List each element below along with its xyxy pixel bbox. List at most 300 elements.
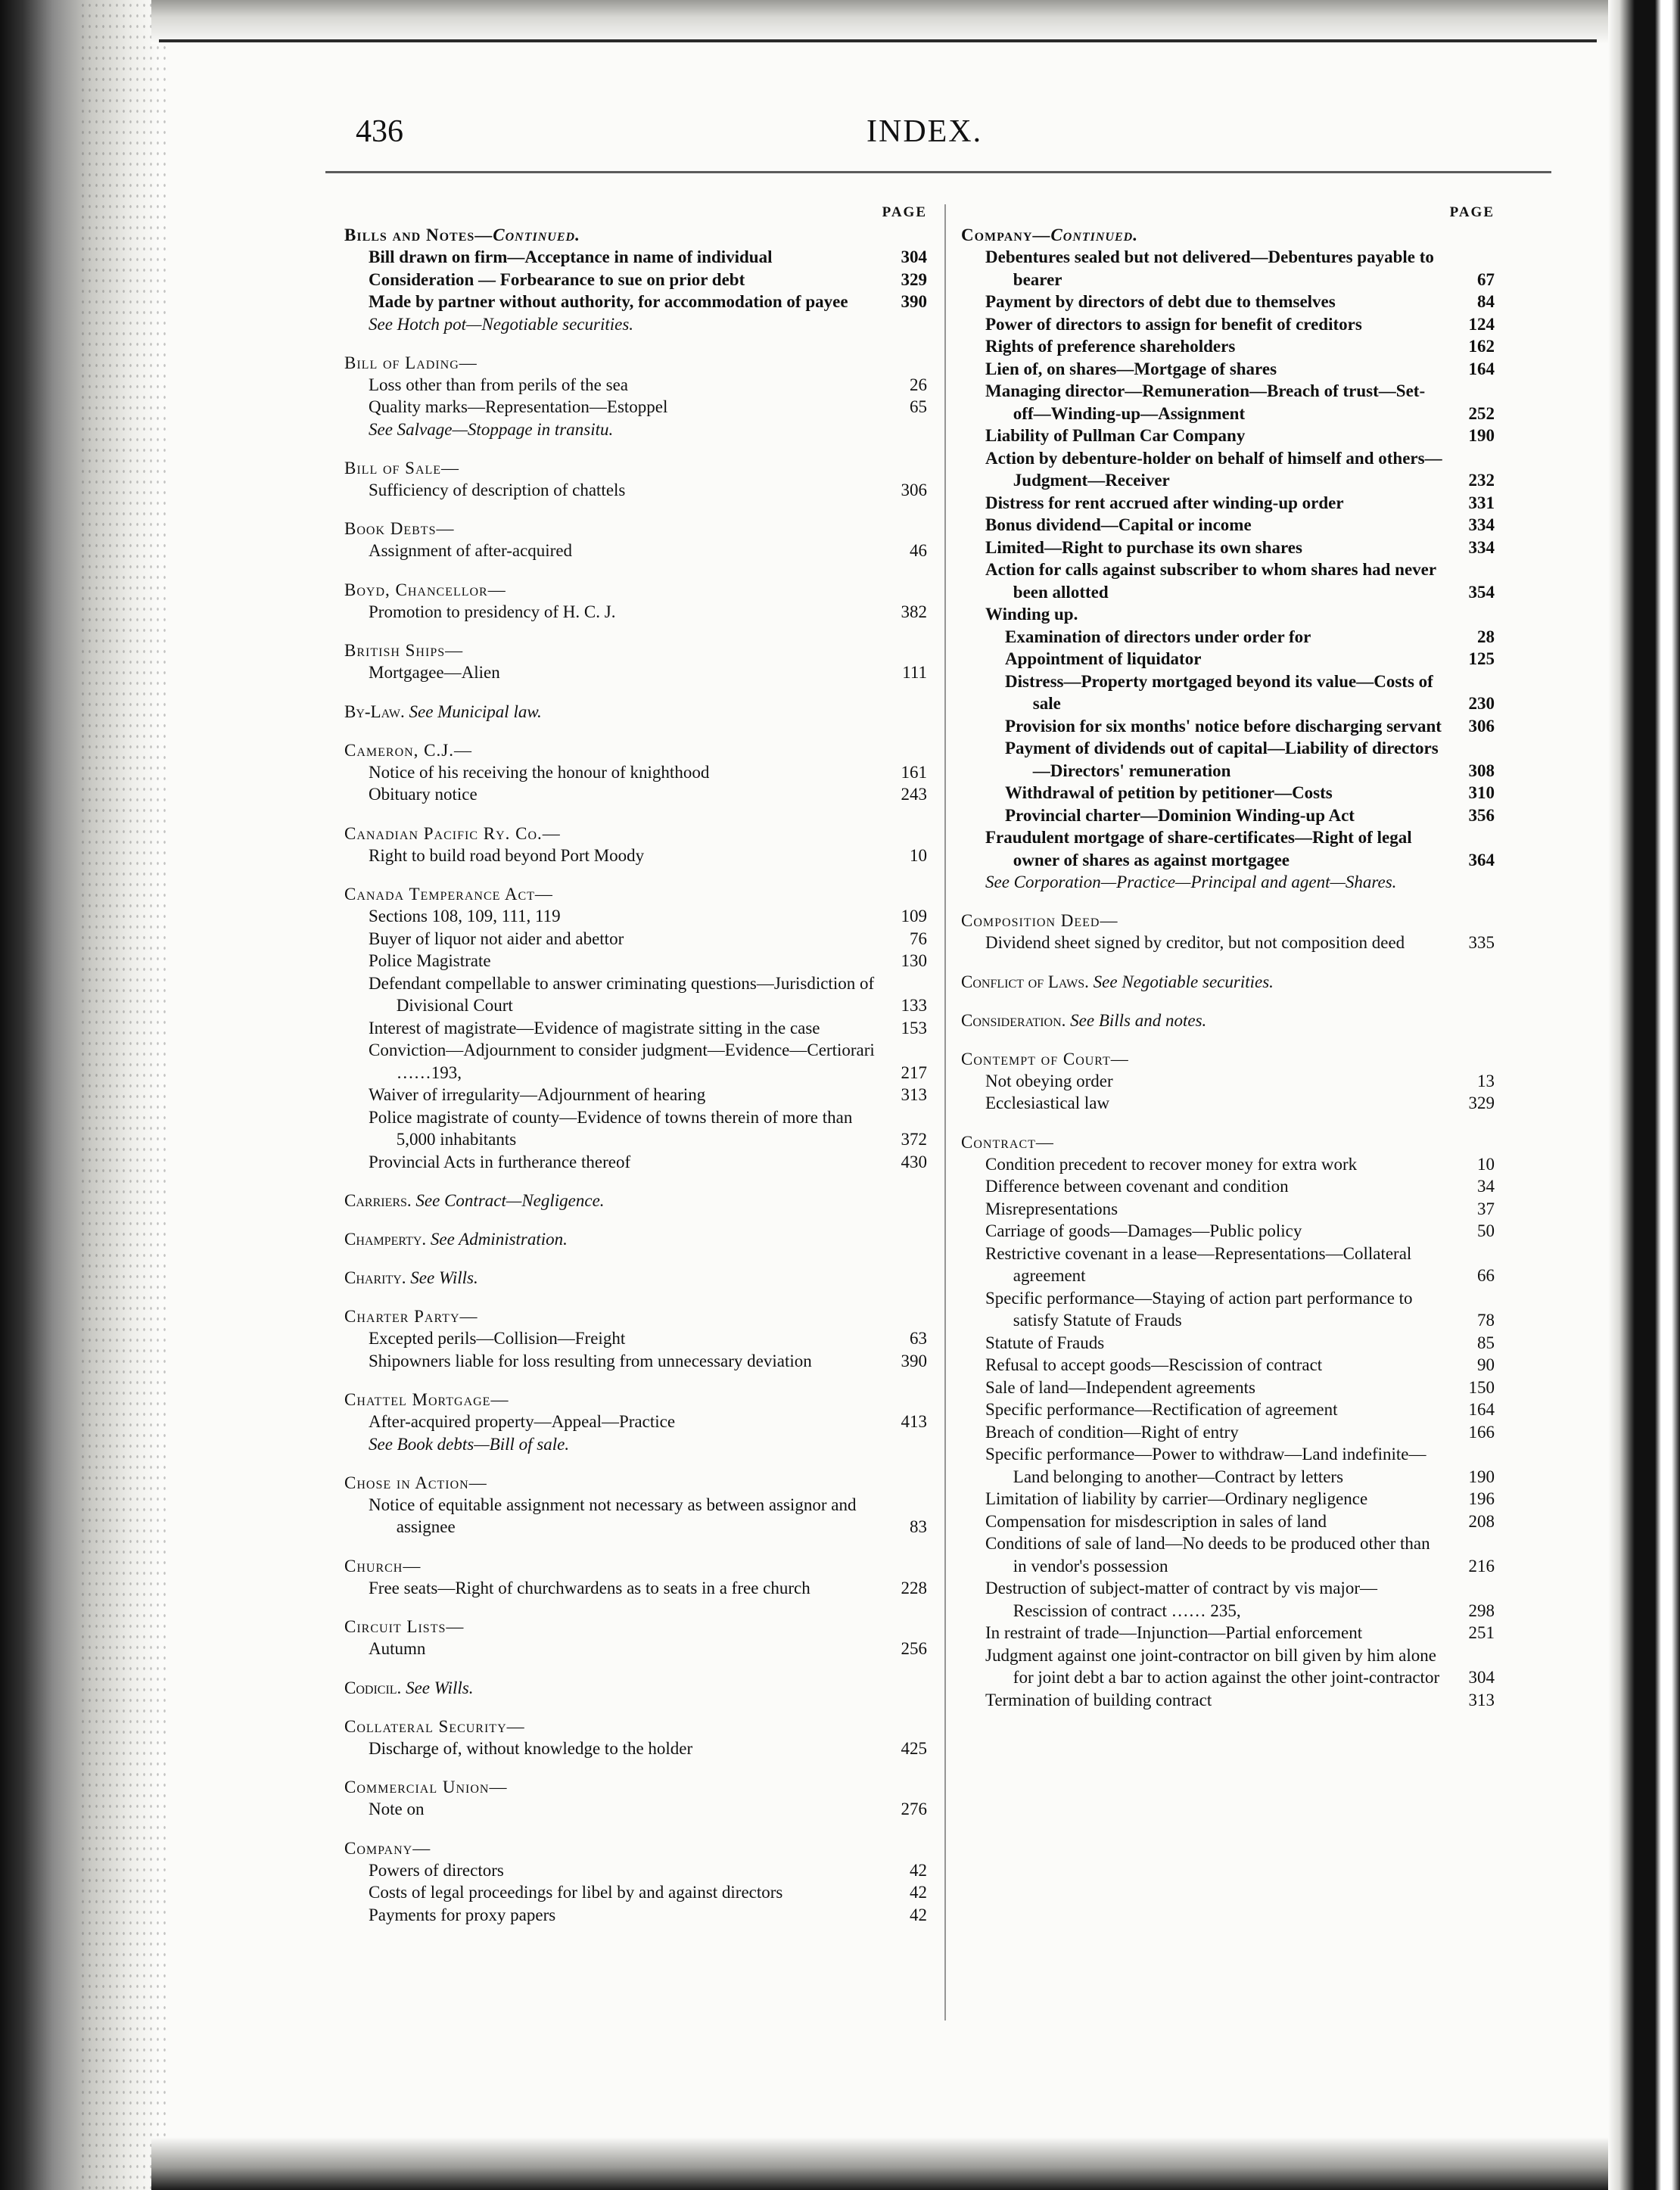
index-entry xyxy=(344,701,927,723)
index-entry xyxy=(344,352,927,440)
index-page-ref: 65 xyxy=(910,397,927,416)
index-page-ref: 42 xyxy=(910,1860,927,1880)
index-line-text: Specific performance—Rectification of agreement xyxy=(985,1400,1338,1419)
index-page-ref: 90 xyxy=(1477,1355,1495,1374)
index-line xyxy=(961,358,1495,381)
index-line xyxy=(961,425,1495,447)
heading-text: Canada Temperance Act— xyxy=(344,885,553,904)
index-line-text: Appointment of liquidator xyxy=(1005,649,1202,668)
index-line-text: Carriage of goods—Damages—Public policy xyxy=(985,1221,1302,1240)
xref-target: See Contract—Negligence. xyxy=(415,1191,605,1210)
index-entry xyxy=(344,639,927,684)
index-line xyxy=(344,291,927,313)
index-page-ref: 130 xyxy=(901,951,927,970)
index-entry xyxy=(961,1131,1495,1712)
index-page-ref: 329 xyxy=(901,269,927,289)
index-page-ref: 78 xyxy=(1477,1311,1495,1330)
index-line xyxy=(344,1039,927,1084)
index-page-ref: 306 xyxy=(1468,716,1495,736)
index-entry xyxy=(344,883,927,1173)
xref-term: Consideration. xyxy=(961,1010,1071,1030)
index-line-text: Destruction of subject-matter of contract by vis major—Rescission of contract …… 235, xyxy=(985,1579,1377,1620)
index-line-text: Payment of dividends out of capital—Liability of directors—Directors' remuneration xyxy=(1005,739,1439,780)
index-page-ref: 133 xyxy=(901,996,927,1015)
index-line xyxy=(961,1175,1495,1198)
xref-term: Champerty. xyxy=(344,1230,431,1249)
index-page-ref: 217 xyxy=(901,1062,927,1082)
index-line xyxy=(961,670,1495,715)
index-line xyxy=(344,928,927,950)
index-line-text: Winding up. xyxy=(985,605,1078,624)
index-page-ref: 28 xyxy=(1477,627,1495,646)
index-page-ref: 162 xyxy=(1468,337,1495,356)
index-line xyxy=(961,1644,1495,1689)
index-page-ref: 50 xyxy=(1477,1221,1495,1240)
index-line-text: Consideration — Forbearance to sue on prior debt xyxy=(369,269,745,289)
index-page-ref: 46 xyxy=(910,541,927,560)
index-heading xyxy=(344,1616,927,1638)
index-page-ref: 196 xyxy=(1468,1489,1495,1508)
index-entry xyxy=(344,1555,927,1600)
index-line-text: Shipowners liable for loss resulting from unnecessary deviation xyxy=(369,1351,812,1370)
index-line-text: Notice of equitable assignment not necessary as between assignor and assignee xyxy=(369,1495,857,1536)
index-page-ref: 306 xyxy=(901,480,927,499)
index-line xyxy=(961,826,1495,871)
heading-text: Bill of Sale— xyxy=(344,458,460,478)
index-line-text: Sufficiency of description of chattels xyxy=(369,480,626,499)
index-heading xyxy=(344,1716,927,1737)
index-line xyxy=(961,1577,1495,1622)
index-line-text: Not obeying order xyxy=(985,1071,1113,1090)
heading-text: Company— xyxy=(344,1838,431,1858)
index-line xyxy=(344,761,927,784)
index-page-ref: 10 xyxy=(1477,1154,1495,1174)
index-line xyxy=(961,380,1495,425)
index-heading xyxy=(344,1389,927,1411)
index-line xyxy=(344,1411,927,1433)
index-heading xyxy=(344,579,927,601)
index-line-text: Conviction—Adjournment to consider judgment—Evidence—Certiorari ……193, xyxy=(369,1041,875,1082)
index-line xyxy=(961,1198,1495,1221)
index-page-ref: 329 xyxy=(1468,1093,1495,1112)
index-line-text: Sections 108, 109, 111, 119 xyxy=(369,907,561,925)
index-line xyxy=(344,1737,927,1760)
see-reference: See Salvage—Stoppage in transitu. xyxy=(369,419,614,439)
index-page-ref: 83 xyxy=(910,1517,927,1536)
index-heading xyxy=(344,457,927,479)
index-heading xyxy=(961,224,1495,246)
index-line xyxy=(344,972,927,1017)
index-line-text: Examination of directors under order for xyxy=(1005,627,1311,646)
page-column-label: PAGE xyxy=(1449,204,1495,220)
index-page-ref: 356 xyxy=(1468,805,1495,825)
index-line-text: Excepted perils—Collision—Freight xyxy=(369,1329,626,1348)
index-line-text: Buyer of liquor not aider and abettor xyxy=(369,929,624,948)
index-line-text: Made by partner without authority, for accommodation of payee xyxy=(369,292,848,311)
page-column-label: PAGE xyxy=(882,204,927,220)
index-line-text: Interest of magistrate—Evidence of magistrate sitting in the case xyxy=(369,1018,820,1037)
heading-text: Book Debts— xyxy=(344,519,455,538)
scan-noise xyxy=(79,0,170,2190)
index-line xyxy=(961,1421,1495,1444)
index-entry xyxy=(344,224,927,335)
page-bottom-edge xyxy=(151,2137,1608,2190)
right-entries xyxy=(961,224,1495,1711)
index-line-text: Quality marks—Representation—Estoppel xyxy=(369,397,668,416)
index-entry xyxy=(344,1228,927,1250)
index-page-ref: 150 xyxy=(1468,1377,1495,1397)
index-line-text: Withdrawal of petition by petitioner—Costs xyxy=(1005,783,1333,802)
heading-text: Circuit Lists— xyxy=(344,1617,465,1636)
top-border xyxy=(159,39,1597,42)
index-page-ref: 276 xyxy=(901,1800,927,1818)
index-line xyxy=(344,1798,927,1821)
index-heading xyxy=(961,1131,1495,1153)
index-page-ref: 63 xyxy=(910,1329,927,1348)
index-entry xyxy=(344,1472,927,1538)
index-line-text: Liability of Pullman Car Company xyxy=(985,426,1246,445)
index-line xyxy=(961,246,1495,291)
cross-reference xyxy=(961,971,1495,993)
index-line xyxy=(344,396,927,418)
index-line xyxy=(961,1443,1495,1488)
index-heading xyxy=(961,1048,1495,1070)
index-heading xyxy=(344,1472,927,1494)
index-line-text: Specific performance—Power to withdraw—Land indefinite—Land belonging to another—Contract by letters xyxy=(985,1445,1426,1486)
continued-label: Continued. xyxy=(493,226,580,244)
index-page-ref: 382 xyxy=(901,602,927,621)
index-page-ref: 13 xyxy=(1477,1071,1495,1090)
heading-text: Collateral Security— xyxy=(344,1716,525,1736)
index-page-ref: 354 xyxy=(1468,582,1495,602)
index-heading xyxy=(344,639,927,661)
left-column xyxy=(344,204,927,1943)
index-line-text: Discharge of, without knowledge to the holder xyxy=(369,1738,693,1758)
heading-text: Cameron, C.J.— xyxy=(344,740,472,760)
index-line xyxy=(344,1881,927,1904)
index-entry xyxy=(344,1776,927,1821)
index-line-text: Compensation for misdescription in sales of land xyxy=(985,1511,1327,1531)
index-page-ref: 232 xyxy=(1468,471,1495,490)
index-entry xyxy=(961,971,1495,993)
cross-reference xyxy=(344,701,927,723)
index-line xyxy=(961,1287,1495,1332)
index-heading xyxy=(344,883,927,905)
index-page-ref: 313 xyxy=(1468,1690,1495,1709)
cross-reference xyxy=(961,1009,1495,1031)
index-page-ref: 304 xyxy=(901,247,927,266)
heading-text: Charter Party— xyxy=(344,1307,478,1326)
index-heading xyxy=(344,1776,927,1798)
index-line xyxy=(961,715,1495,738)
index-line xyxy=(344,1084,927,1106)
index-page-ref: 34 xyxy=(1477,1177,1495,1196)
index-page-ref: 26 xyxy=(910,375,927,394)
xref-target: See Negotiable securities. xyxy=(1093,972,1274,991)
heading-text: Bill of Lading— xyxy=(344,353,478,372)
index-line-text: Judgment against one joint-contractor on bill given by him alone for joint debt a bar to action against the other joint-contractor xyxy=(985,1645,1440,1687)
index-line-text: Fraudulent mortgage of share-certificates—Right of legal owner of shares as against mortgagee xyxy=(985,828,1412,869)
index-line-text: Bonus dividend—Capital or income xyxy=(985,515,1252,534)
index-page-ref: 251 xyxy=(1468,1623,1495,1642)
index-line xyxy=(961,313,1495,336)
index-heading xyxy=(961,910,1495,932)
index-line-text: Autumn xyxy=(369,1639,426,1658)
index-line-text: Payment by directors of debt due to themselves xyxy=(985,292,1336,311)
index-line xyxy=(961,1070,1495,1093)
index-line-text: Limitation of liability by carrier—Ordinary negligence xyxy=(985,1489,1368,1508)
index-line-text: Note on xyxy=(369,1800,425,1818)
index-line-text: Assignment of after-acquired xyxy=(369,541,573,560)
index-line xyxy=(961,1153,1495,1176)
xref-term: Carriers. xyxy=(344,1191,416,1210)
xref-term: Codicil. xyxy=(344,1678,406,1697)
index-line xyxy=(961,932,1495,954)
heading-text: Company— xyxy=(961,226,1051,244)
xref-target: See Wills. xyxy=(410,1268,478,1287)
index-line-text: Notice of his receiving the honour of knighthood xyxy=(369,762,710,782)
header-rule xyxy=(325,171,1551,173)
index-line-text: Police magistrate of county—Evidence of towns therein of more than 5,000 inhabitants xyxy=(369,1107,853,1149)
index-line-text: Distress for rent accrued after winding-up order xyxy=(985,493,1344,512)
index-line xyxy=(961,1220,1495,1243)
index-line xyxy=(344,540,927,562)
index-entry xyxy=(961,910,1495,954)
index-entry xyxy=(344,1616,927,1660)
index-line xyxy=(961,1092,1495,1115)
index-entry xyxy=(344,1837,927,1927)
see-reference: See Hotch pot—Negotiable securities. xyxy=(369,314,634,334)
index-page-ref: 190 xyxy=(1468,1467,1495,1486)
index-line-text: Power of directors to assign for benefit of creditors xyxy=(985,314,1362,334)
heading-text: Commercial Union— xyxy=(344,1778,508,1796)
index-entry xyxy=(961,1048,1495,1115)
index-line xyxy=(344,269,927,291)
index-line-text: Costs of legal proceedings for libel by and against directors xyxy=(369,1883,783,1902)
xref-target: See Municipal law. xyxy=(409,701,542,721)
heading-text: Canadian Pacific Ry. Co.— xyxy=(344,823,561,843)
index-line xyxy=(344,661,927,684)
index-line-text: Difference between covenant and condition xyxy=(985,1177,1289,1196)
index-line-text: Payments for proxy papers xyxy=(369,1905,556,1924)
index-line xyxy=(344,479,927,502)
index-line-text: Restrictive covenant in a lease—Representations—Collateral agreement xyxy=(985,1243,1412,1285)
see-reference: See Book debts—Bill of sale. xyxy=(369,1434,570,1454)
xref-term: Charity. xyxy=(344,1268,411,1287)
index-entry xyxy=(344,1677,927,1699)
index-entry xyxy=(961,224,1495,893)
index-line-text: Debentures sealed but not delivered—Debentures payable to bearer xyxy=(985,247,1434,289)
index-line-text: Defendant compellable to answer criminating questions—Jurisdiction of Divisional Court xyxy=(369,973,875,1015)
index-line xyxy=(344,1494,927,1538)
index-line-text: Bill drawn on firm—Acceptance in name of individual xyxy=(369,247,773,266)
index-line xyxy=(344,1350,927,1373)
heading-text: Chattel Mortgage— xyxy=(344,1390,509,1409)
index-line xyxy=(344,1327,927,1350)
index-line-text: Managing director—Remuneration—Breach of trust—Set-off—Winding-up—Assignment xyxy=(985,381,1426,423)
index-line xyxy=(344,845,927,867)
cross-reference xyxy=(344,1677,927,1699)
index-line-text: Lien of, on shares—Mortgage of shares xyxy=(985,359,1277,378)
heading-text: Church— xyxy=(344,1556,422,1576)
index-heading xyxy=(344,518,927,540)
index-line xyxy=(344,601,927,624)
index-page-ref: 298 xyxy=(1468,1601,1495,1620)
index-page-ref: 42 xyxy=(910,1883,927,1902)
column-divider xyxy=(944,204,946,2020)
index-line xyxy=(961,737,1495,782)
index-entry xyxy=(344,739,927,806)
index-page-ref: 308 xyxy=(1468,761,1495,780)
index-line-text: Action for calls against subscriber to whom shares had never been allotted xyxy=(985,560,1436,602)
heading-text: Contempt of Court— xyxy=(961,1049,1129,1069)
index-line-text: Action by debenture-holder on behalf of himself and others—Judgment—Receiver xyxy=(985,448,1442,490)
index-page-ref: 67 xyxy=(1477,269,1495,289)
index-line xyxy=(344,950,927,972)
index-page-ref: 252 xyxy=(1468,403,1495,423)
left-entries xyxy=(344,224,927,1926)
index-line-text: Obituary notice xyxy=(369,785,478,804)
index-line xyxy=(961,1622,1495,1644)
cross-reference xyxy=(344,1228,927,1250)
index-line xyxy=(961,1332,1495,1355)
sub-entries xyxy=(961,626,1495,827)
index-line-text: Loss other than from perils of the sea xyxy=(369,375,628,394)
index-page-ref: 228 xyxy=(901,1578,927,1597)
xref-term: By-Law. xyxy=(344,701,409,721)
index-entry xyxy=(344,1389,927,1455)
cross-reference xyxy=(344,1267,927,1289)
index-line-text: Termination of building contract xyxy=(985,1690,1212,1709)
index-line xyxy=(344,1017,927,1040)
index-line xyxy=(961,291,1495,313)
index-page-ref: 124 xyxy=(1468,314,1495,334)
index-line xyxy=(344,783,927,806)
index-entry xyxy=(344,1267,927,1289)
index-line xyxy=(344,1151,927,1174)
index-line-text: Provincial charter—Dominion Winding-up Act xyxy=(1005,805,1355,825)
continued-label: Continued. xyxy=(1050,226,1138,244)
running-title: INDEX. xyxy=(866,114,983,149)
index-page-ref: 364 xyxy=(1468,850,1495,869)
index-page-ref: 164 xyxy=(1468,1400,1495,1419)
heading-text: Boyd, Chancellor— xyxy=(344,580,506,599)
index-page-ref: 372 xyxy=(901,1130,927,1149)
index-page-ref: 166 xyxy=(1468,1422,1495,1442)
index-page-ref: 42 xyxy=(910,1905,927,1924)
index-page-ref: 334 xyxy=(1468,515,1495,534)
index-page-ref: 304 xyxy=(1468,1668,1495,1687)
page-number: 436 xyxy=(356,114,403,149)
index-line xyxy=(344,905,927,928)
index-heading xyxy=(344,352,927,374)
index-line-text: Specific performance—Staying of action part performance to satisfy Statute of Frauds xyxy=(985,1288,1413,1330)
index-page-ref: 208 xyxy=(1468,1511,1495,1531)
index-heading xyxy=(344,1555,927,1577)
index-line-text: In restraint of trade—Injunction—Partial enforcement xyxy=(985,1623,1363,1642)
see-reference: See Corporation—Practice—Principal and agent—Shares. xyxy=(985,873,1397,891)
index-line xyxy=(961,1532,1495,1577)
index-line xyxy=(961,804,1495,827)
xref-target: See Administration. xyxy=(430,1230,568,1249)
page-top-edge xyxy=(151,0,1608,44)
index-line xyxy=(961,1377,1495,1399)
index-line-text: Provincial Acts in furtherance thereof xyxy=(369,1152,631,1171)
index-line xyxy=(961,492,1495,515)
index-page-ref: 85 xyxy=(1477,1333,1495,1352)
index-line xyxy=(961,1488,1495,1510)
index-line-text: Promotion to presidency of H. C. J. xyxy=(369,602,616,621)
index-line xyxy=(344,246,927,269)
index-line-text: Provision for six months' notice before discharging servant xyxy=(1005,716,1442,736)
index-page-ref: 111 xyxy=(902,663,927,682)
index-line xyxy=(961,1510,1495,1533)
index-entry xyxy=(344,1305,927,1372)
index-line-text: After-acquired property—Appeal—Practice xyxy=(369,1412,676,1431)
index-page-ref: 190 xyxy=(1468,426,1495,445)
index-line-text: Mortgagee—Alien xyxy=(369,663,500,682)
index-line xyxy=(961,1398,1495,1421)
xref-target: See Wills. xyxy=(406,1678,474,1697)
index-line-text: Powers of directors xyxy=(369,1860,504,1880)
cross-reference xyxy=(344,1190,927,1212)
index-line xyxy=(344,1577,927,1600)
page-right-edge xyxy=(1608,0,1680,2190)
heading-text: Bills and Notes— xyxy=(344,226,493,244)
index-line xyxy=(961,1354,1495,1377)
index-page-ref: 335 xyxy=(1468,933,1495,952)
index-page-ref: 425 xyxy=(901,1738,927,1758)
index-line-text: Ecclesiastical law xyxy=(985,1093,1110,1112)
index-page-ref: 10 xyxy=(910,845,927,865)
index-line xyxy=(344,1638,927,1660)
index-line-text: Sale of land—Independent agreements xyxy=(985,1377,1256,1397)
index-line xyxy=(344,1859,927,1882)
index-line-text: Refusal to accept goods—Rescission of contract xyxy=(985,1355,1323,1374)
index-line-text: Misrepresentations xyxy=(985,1199,1118,1218)
index-page-ref: 76 xyxy=(910,929,927,948)
index-line-text: Breach of condition—Right of entry xyxy=(985,1422,1239,1442)
index-line xyxy=(961,1243,1495,1287)
index-page-ref: 153 xyxy=(901,1018,927,1037)
index-line-text: Condition precedent to recover money for extra work xyxy=(985,1154,1358,1174)
index-page-ref: 164 xyxy=(1468,359,1495,378)
index-entry xyxy=(961,1009,1495,1031)
index-page-ref: 125 xyxy=(1468,649,1495,668)
index-page-ref: 84 xyxy=(1477,292,1495,311)
index-line xyxy=(961,558,1495,603)
heading-text: British Ships— xyxy=(344,641,464,660)
index-line-text: Free seats—Right of churchwardens as to seats in a free church xyxy=(369,1578,810,1597)
index-line xyxy=(961,335,1495,358)
xref-target: See Bills and notes. xyxy=(1070,1010,1207,1030)
index-page-ref: 331 xyxy=(1468,493,1495,512)
index-line xyxy=(961,537,1495,559)
index-line xyxy=(961,648,1495,670)
index-page-ref: 161 xyxy=(901,762,927,782)
index-page-ref: 313 xyxy=(901,1085,927,1104)
right-column xyxy=(961,204,1495,1728)
index-entry xyxy=(344,1190,927,1212)
index-entry xyxy=(344,457,927,502)
index-line xyxy=(961,447,1495,492)
index-entry xyxy=(344,518,927,562)
index-page-ref: 310 xyxy=(1468,783,1495,802)
index-page-ref: 243 xyxy=(901,785,927,804)
index-heading xyxy=(344,1305,927,1327)
index-page-ref: 390 xyxy=(901,1351,927,1370)
index-line-text: Distress—Property mortgaged beyond its value—Costs of sale xyxy=(1005,671,1433,713)
